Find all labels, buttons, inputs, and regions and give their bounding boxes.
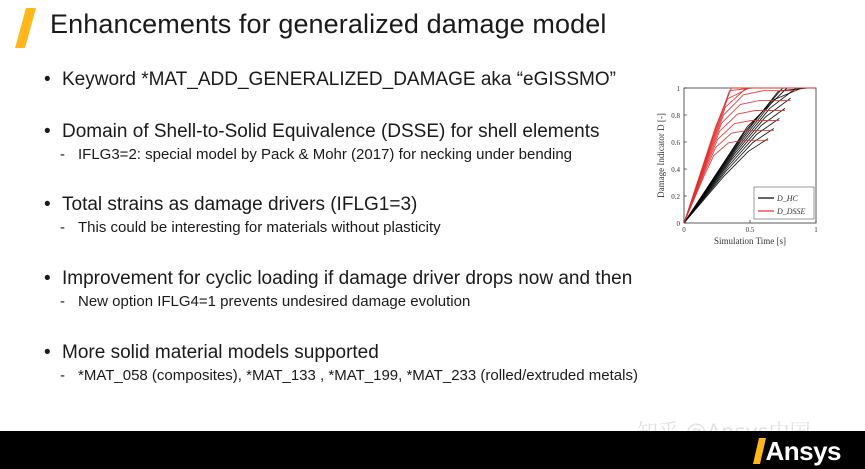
bullet-text: More solid material models supported xyxy=(62,342,379,363)
bullet-dot: • xyxy=(44,194,51,215)
x-axis-label: Simulation Time [s] xyxy=(713,236,787,246)
sub-bullet-text: This could be interesting for materials without plasticity xyxy=(78,219,441,236)
x-tick-label: 0.5 xyxy=(745,226,755,234)
bullet-item xyxy=(42,267,682,312)
sub-bullet-text: New option IFLG4=1 prevents undesired damage evolution xyxy=(78,293,471,310)
bullet-item xyxy=(42,193,682,238)
legend-label: D_HC xyxy=(777,194,798,203)
bullet-dot: • xyxy=(44,121,51,142)
brand-name: Ansys xyxy=(765,435,841,466)
accent-slash-logo xyxy=(14,8,44,48)
bullet-text: Improvement for cyclic loading if damage driver drops now and then xyxy=(62,268,633,289)
x-tick-label: 1 xyxy=(814,226,818,234)
sub-dash: - xyxy=(60,293,65,310)
y-tick-label: 0 xyxy=(676,220,680,228)
sub-bullet-text: IFLG3=2: special model by Pack & Mohr (2017) for necking under bending xyxy=(78,146,573,163)
sub-dash: - xyxy=(60,367,65,384)
bullet-item xyxy=(42,120,682,165)
sub-dash: - xyxy=(60,146,65,163)
bullet-text: Domain of Shell-to-Solid Equivalence (DSSE) for shell elements xyxy=(62,121,600,142)
bullet-dot: • xyxy=(44,69,51,90)
y-tick-label: 0.4 xyxy=(671,166,680,174)
bullet-text: Keyword *MAT_ADD_GENERALIZED_DAMAGE aka “eGISSMO” xyxy=(62,69,616,90)
y-tick-label: 0.2 xyxy=(671,193,680,201)
sub-dash: - xyxy=(60,219,65,236)
slide-title: Enhancements for generalized damage model xyxy=(50,9,607,39)
ansys-mark-icon xyxy=(751,436,771,466)
y-tick-label: 0.8 xyxy=(671,112,680,120)
footer-bar xyxy=(0,431,865,469)
bullet-dot: • xyxy=(44,268,51,289)
ansys-logo xyxy=(765,436,841,466)
sub-bullet-text: *MAT_058 (composites), *MAT_133 , *MAT_199, *MAT_233 (rolled/extruded metals) xyxy=(78,367,638,384)
y-axis-label: Damage Indicator D [-] xyxy=(656,113,666,198)
y-tick-label: 1 xyxy=(676,85,680,93)
bullet-item xyxy=(42,68,682,92)
damage-chart xyxy=(644,80,824,250)
legend-label: D_DSSE xyxy=(777,207,806,216)
y-tick-label: 0.6 xyxy=(671,139,680,147)
bullet-text: Total strains as damage drivers (IFLG1=3) xyxy=(62,194,418,215)
bullet-dot: • xyxy=(44,342,51,363)
x-tick-label: 0 xyxy=(682,226,686,234)
bullet-item xyxy=(42,341,682,386)
